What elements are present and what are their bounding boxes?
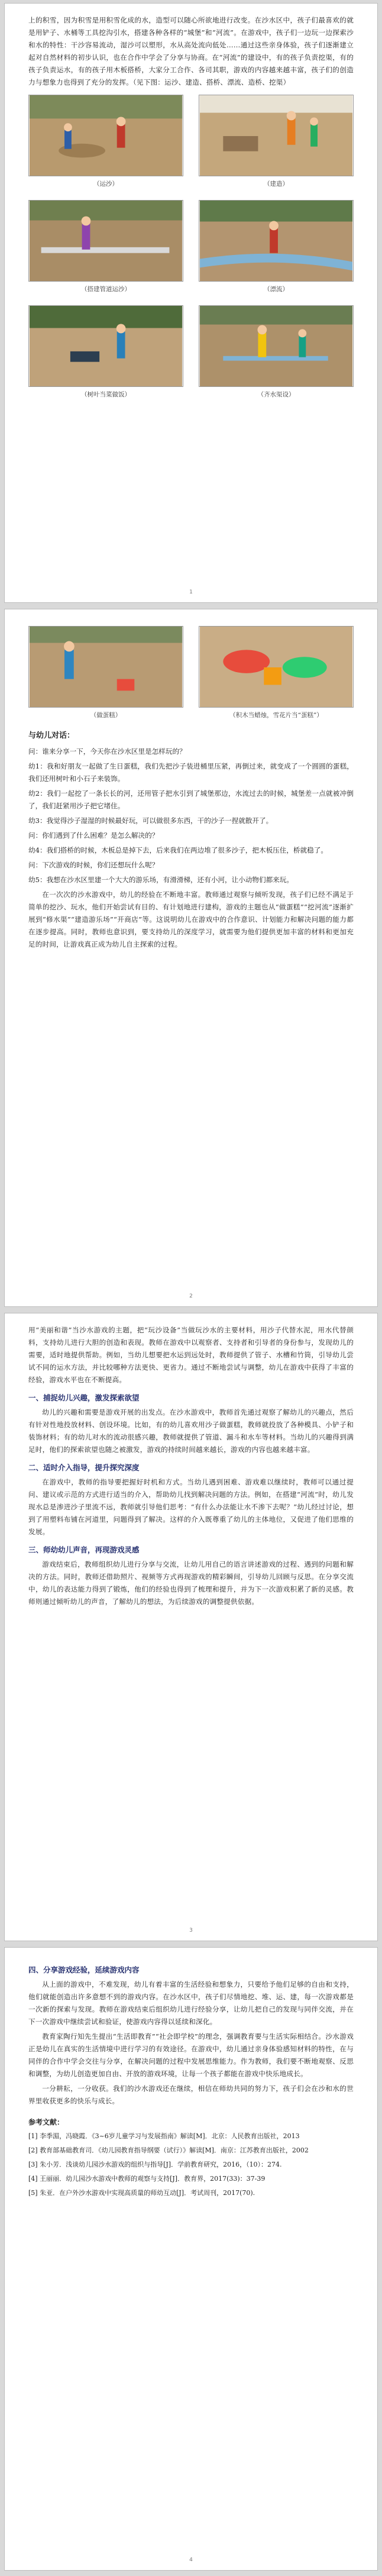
dialogue-line: 幼1：我和好朋友一起做了生日蛋糕，我们先把沙子装进桶里压紧，再倒过来，就变成了一个圆圆的蛋糕，我们还用树叶和小石子来装饰。 [28,762,354,783]
section-heading: 四、分享游戏经验，延续游戏内容 [28,1965,140,1974]
references-title: 参考文献： [28,2118,64,2126]
photo-caption: （齐水渠设） [257,391,295,398]
document-page-3 [5,1313,377,1941]
photo-block-candle-cake [199,626,354,708]
document-page-2 [5,609,377,1306]
photo-cell [199,626,354,725]
body-paragraph: 从上面的游戏中，不难发现，幼儿有着丰富的生活经验和想象力，只要给予他们足够的自由和支持，他们就能创造出许多意想不到的游戏内容。在沙水区中，孩子们尽情地挖、堆、运、建，每一次游戏都是一次新的探索与发现。教师在游戏结束后组织幼儿进行经验分享，让幼儿把自己的发现与同伴交流，并在下一次游戏中继续尝试和验证，使游戏内容得以延续和深化。 [28,1980,354,2026]
photo-cell [199,200,354,299]
photo-caption: （树叶当菜做饭） [81,391,131,398]
photo-cell [28,200,183,299]
reference-item: [5] 朱亚．在户外沙水游戏中实现高质量的师幼互动[J]．考试周刊，2017(70). [28,2189,255,2197]
photo-row [28,626,354,725]
page-number: 4 [189,2557,193,2563]
section-heading: 与幼儿对话： [28,731,75,740]
photo-pipe-sand [28,200,183,282]
body-paragraph: 在游戏中，教师的指导要把握好时机和方式。当幼儿遇到困难、游戏难以继续时，教师可以通过提问、建议或示范的方式进行适当的介入，帮助幼儿找到解决问题的方法。例如，在搭建“河流”时，幼儿发现水总是渗进沙子里流不远，教师就引导他们思考：“有什么办法能让水不渗下去呢？”幼儿经过讨论，想到了用塑料布铺在河道里，问题得到了解决。这样的介入既尊重了幼儿的主体地位，又促进了他们思维的发展。 [28,1478,354,1536]
reference-item: [2] 教育部基础教育司．《幼儿园教育指导纲要（试行）》解读[M]．南京：江苏教育出版社，2002 [28,2146,309,2154]
dialogue-line: 幼5：我想在沙水区里建一个大大的游乐场，有滑滑梯，还有小河，让小动物们都来玩。 [28,876,293,884]
reference-item: [1] 李季湄，冯晓霞．《3~6岁儿童学习与发展指南》解读[M]．北京：人民教育出版社，2013 [28,2132,300,2140]
photo-sand-play [28,95,183,176]
dialogue-line: 问：下次游戏的时候，你们还想玩什么呢？ [28,861,159,869]
photo-caption: （搭建管道运沙） [81,286,131,293]
photo-caption: （积木当蜡烛，雪花片当“蛋糕”） [229,712,323,719]
document-page-4 [5,1948,377,2570]
photo-cell [28,626,183,725]
photo-building [199,95,354,176]
photo-row [28,200,354,299]
dialogue-line: 幼3：我觉得沙子湿湿的时候最好玩，可以做很多东西，干的沙子一捏就散开了。 [28,816,273,825]
dialogue-line: 幼4：我们搭桥的时候，木板总是掉下去，后来我们在两边堆了很多沙子，把木板压住，桥就稳了。 [28,846,328,854]
photo-caption: （建造） [264,180,289,188]
body-paragraph: 用“美丽和谐”当沙水游戏的主题，把“玩沙设备”当做玩沙水的主要材料，用沙子代替水泥，用水代替颜料，支持幼儿进行大胆的创造和表现。教师在游戏中以观察者、支持者和引导者的身份参与，发现幼儿的需要，适时地提供帮助。例如，当幼儿想要把水运到远处时，教师提供了管子、水槽和竹筒，引导幼儿尝试不同的运水方法，并比较哪种方法更快、更省力。通过不断地尝试与调整，幼儿在游戏中获得了丰富的经验，游戏水平也在不断提高。 [28,1326,354,1384]
body-paragraph: 教育家陶行知先生提出“生活即教育”“社会即学校”的理念，强调教育要与生活实际相结合。沙水游戏正是幼儿在真实的生活情境中进行学习的有效途径。在游戏中，幼儿通过亲身体验感知材料的特性，在与同伴的合作中学会交往与分享，在解决问题的过程中发展思维能力。作为教师，我们要不断地观察、反思和调整，为幼儿创造更加自由、开放的游戏环境，让每一个孩子都能在游戏中快乐地成长。 [28,2032,354,2078]
page-number: 2 [189,1293,193,1299]
photo-cell [28,95,183,194]
page-number: 3 [189,1928,193,1933]
photo-cell [199,305,354,405]
dialogue-line: 幼2：我们一起挖了一条长长的河，还用管子把水引到了城堡那边，水流过去的时候，城堡差一点就被冲倒了，我们赶紧用沙子把它堵住。 [28,789,354,810]
reference-item: [3] 朱小芳．浅谈幼儿园沙水游戏的组织与指导[J]．学前教育研究，2016，（10）：274. [28,2161,282,2168]
photo-row [28,305,354,405]
section-heading: 二、适时介入指导，提升探究深度 [28,1463,140,1472]
photo-caption: （做蛋糕） [90,712,122,719]
dialogue-line: 问：谁来分享一下，今天你在沙水区里是怎样玩的？ [28,747,186,756]
photo-caption: （运沙） [93,180,118,188]
body-paragraph: 幼儿的兴趣和需要是游戏开展的出发点。在沙水游戏中，教师首先通过观察了解幼儿的兴趣点，然后有针对性地投放材料、创设环境。比如，有的幼儿喜欢用沙子做蛋糕，教师就投放了各种模具、小铲子和装饰材料；有的幼儿对水的流动很感兴趣，教师就提供了管道、漏斗和水车等材料。当幼儿的兴趣得到满足时，他们的探索欲望也随之被激发，游戏的持续时间越来越长，游戏的内容也越来越丰富。 [28,1408,354,1454]
photo-drifting [199,200,354,282]
page-number: 1 [189,589,193,595]
section-heading: 一、捕捉幼儿兴趣，激发探索欲望 [28,1393,140,1402]
photo-row [28,95,354,194]
body-paragraph: 上的积雪，因为积雪是用积雪化成的水，造型可以随心所欲地进行改变。在沙水区中，孩子们最喜欢的就是用铲子、水桶等工具挖沟引水，搭建各种各样的“城堡”和“河流”。在游戏中，孩子们一边玩一边探索沙和水的特性：干沙容易流动，湿沙可以塑形，水从高处流向低处……通过这些亲身体验，孩子们逐渐建立起对自然材料的初步认识，也在合作中学会了分享与协商。在“河流”的建设中，有的孩子负责挖渠，有的孩子负责运水，有的孩子用木板搭桥，大家分工合作、各司其职，游戏的内容越来越丰富，孩子们的创造力与想象力也得到了充分的发挥。（见下图：运沙、建造、搭桥、漂流、造桥、挖渠） [28,16,354,86]
photo-caption: （漂流） [264,286,289,293]
photo-making-cake [28,626,183,708]
photo-water-channel [199,305,354,387]
reference-item: [4] 王丽丽．幼儿园沙水游戏中教师的观察与支持[J]．教育界，2017(33)：37-39 [28,2175,266,2183]
body-paragraph: 游戏结束后，教师组织幼儿进行分享与交流，让幼儿用自己的语言讲述游戏的过程、遇到的问题和解决的方法。同时，教师还借助照片、视频等方式再现游戏的精彩瞬间，引导幼儿回顾与反思。在分享交流中，幼儿的表达能力得到了锻炼，他们的经验也得到了梳理和提升，并为下一次游戏积累了新的灵感。教师则通过倾听幼儿的声音，了解幼儿的想法，为后续游戏的调整提供依据。 [28,1560,354,1606]
body-paragraph: 在一次次的沙水游戏中，幼儿的经验在不断地丰富。教师通过观察与倾听发现，孩子们已经不满足于简单的挖沙、玩水，他们开始尝试有目的、有计划地进行建构，游戏的主题也从“做蛋糕”“挖河流”逐渐扩展到“修水渠”“建造游乐场”“开商店”等。这说明幼儿在游戏中的合作意识、计划能力和解决问题的能力都在逐步提高。同时，教师也意识到，要支持幼儿的深度学习，就需要为他们提供更加丰富的材料和更加充足的时间，让游戏真正成为幼儿自主探索的过程。 [28,890,354,948]
body-paragraph: 一分耕耘，一分收获。我们的沙水游戏还在继续，相信在师幼共同的努力下，孩子们会在沙和水的世界里收获更多的快乐与成长。 [28,2084,354,2105]
dialogue-line: 问：你们遇到了什么困难？是怎么解决的？ [28,831,159,840]
photo-cell [28,305,183,405]
photo-cell [199,95,354,194]
photo-leaf-cooking [28,305,183,387]
document-page-1 [5,4,377,602]
section-heading: 三、师幼幼儿声音，再现游戏灵感 [28,1545,140,1554]
